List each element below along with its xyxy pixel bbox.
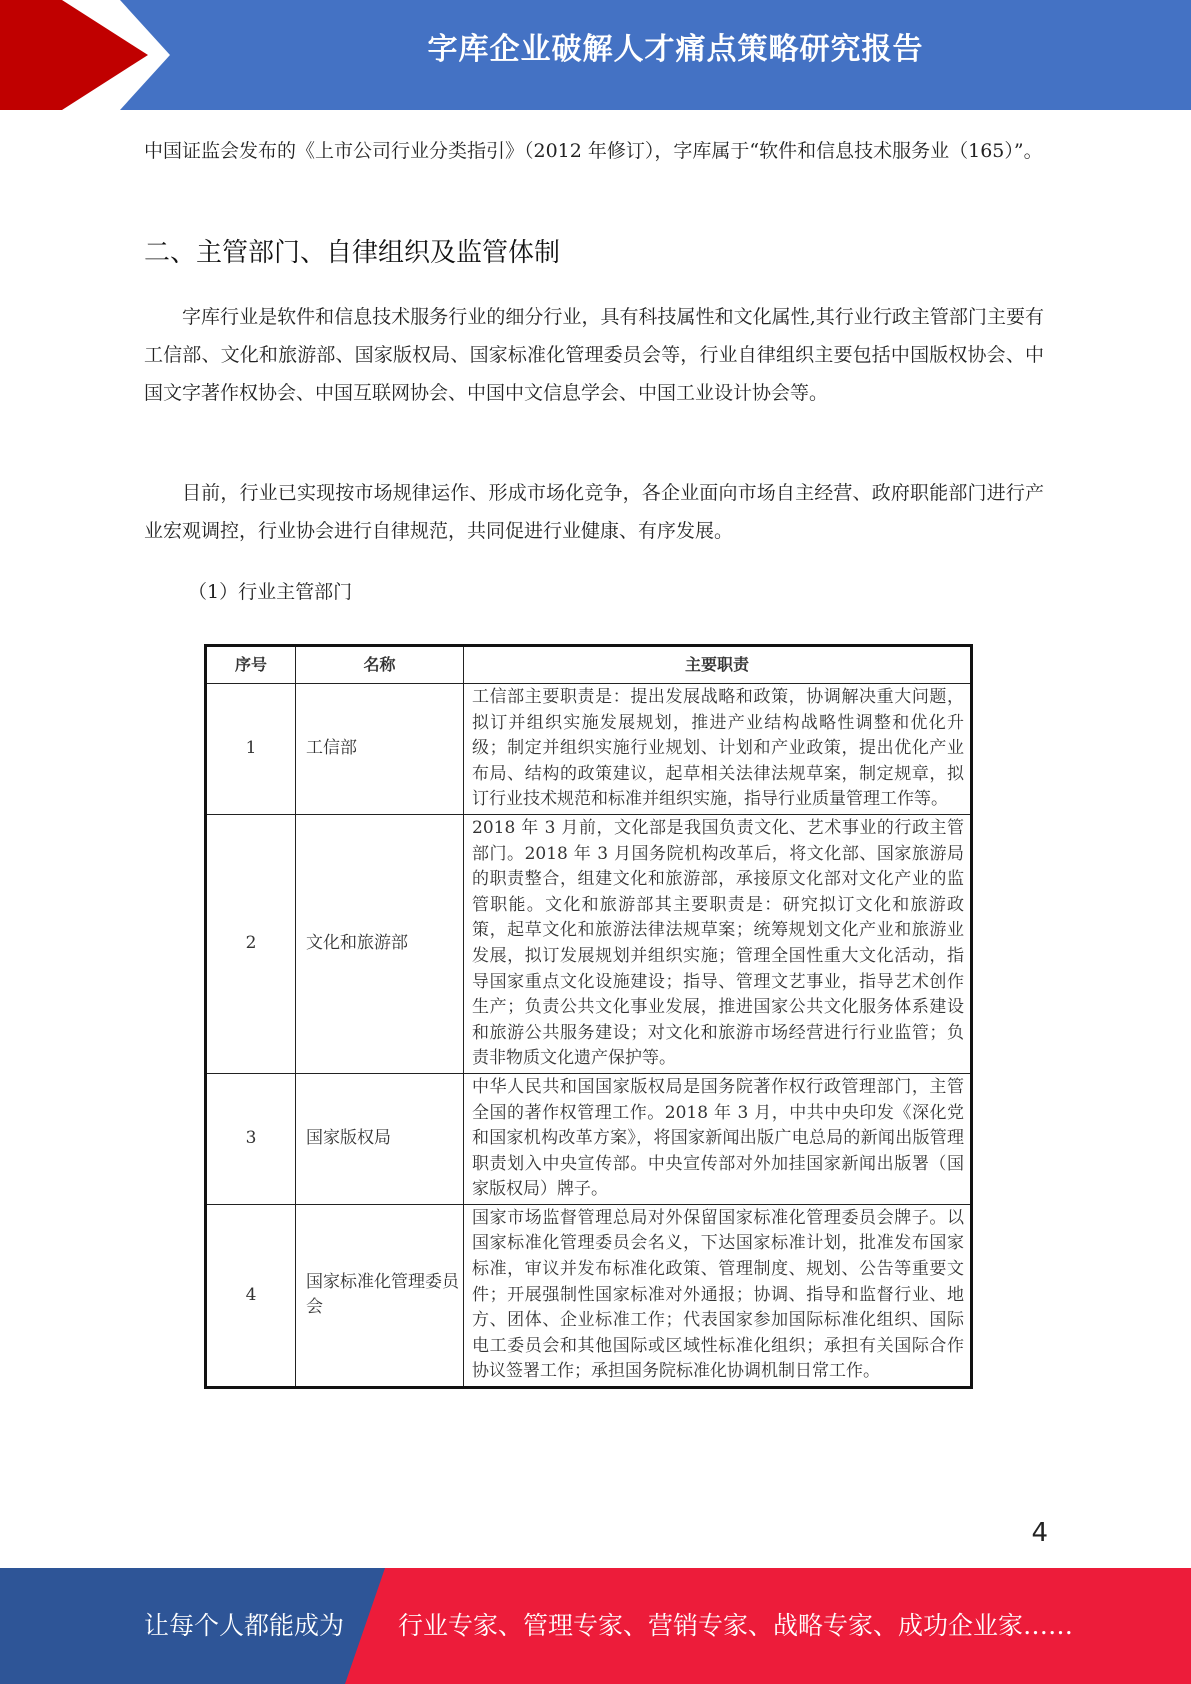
report-title: 字库企业破解人才痛点策略研究报告 bbox=[427, 32, 924, 67]
row-name: 文化和旅游部 bbox=[296, 814, 464, 1073]
row-index: 3 bbox=[206, 1073, 296, 1204]
table-row bbox=[206, 1204, 972, 1387]
page-header bbox=[0, 0, 1191, 110]
page-number: 4 bbox=[1031, 1518, 1048, 1548]
section-heading-block bbox=[144, 232, 1044, 269]
row-name: 国家版权局 bbox=[296, 1073, 464, 1204]
header-name: 名称 bbox=[296, 646, 464, 684]
paragraph: 字库行业是软件和信息技术服务行业的细分行业，具有科技属性和文化属性,其行业行政主管部门主要有工信部、文化和旅游部、国家版权局、国家标准化管理委员会等，行业自律组织主要包括中国版权协会、中国文字著作权协会、中国互联网协会、中国中文信息学会、中国工业设计协会等。 bbox=[144, 306, 1044, 404]
table-row bbox=[206, 1073, 972, 1204]
table bbox=[204, 644, 973, 1389]
subheading-block bbox=[188, 573, 1088, 611]
section-heading: 二、主管部门、自律组织及监管体制 bbox=[144, 238, 561, 268]
body-paragraph-1 bbox=[144, 298, 1044, 412]
intro-block bbox=[144, 132, 1044, 170]
header-index: 序号 bbox=[206, 646, 296, 684]
row-index: 4 bbox=[206, 1204, 296, 1387]
row-name: 国家标准化管理委员会 bbox=[296, 1204, 464, 1387]
row-duty: 中华人民共和国国家版权局是国务院著作权行政管理部门，主管全国的著作权管理工作。2018 年 3 月，中共中央印发《深化党和国家机构改革方案》，将国家新闻出版广电总局的新闻出版管理职责划入中央宣传部。中央宣传部对外加挂国家新闻出版署（国家版权局）牌子。 bbox=[464, 1073, 972, 1204]
row-duty: 2018 年 3 月前，文化部是我国负责文化、艺术事业的行政主管部门。2018 年 3 月国务院机构改革后，将文化部、国家旅游局的职责整合，组建文化和旅游部，承接原文化部对文化产业的监管职能。文化和旅游部其主要职责是：研究拟订文化和旅游政策，起草文化和旅游法律法规草案；统筹规划文化产业和旅游业发展，拟订发展规划并组织实施；管理全国性重大文化活动，指导国家重点文化设施建设；指导、管理文艺事业，指导艺术创作生产；负责公共文化事业发展，推进国家公共文化服务体系建设和旅游公共服务建设；对文化和旅游市场经营进行行业监管；负责非物质文化遗产保护等。 bbox=[464, 814, 972, 1073]
page-footer bbox=[0, 1568, 1191, 1684]
row-duty: 工信部主要职责是：提出发展战略和政策，协调解决重大问题，拟订并组织实施发展规划，推进产业结构战略性调整和优化升级；制定并组织实施行业规划、计划和产业政策，提出优化产业布局、结构的政策建议，起草相关法律法规草案，制定规章，拟订行业技术规范和标准并组织实施，指导行业质量管理工作等。 bbox=[464, 684, 972, 815]
paragraph: 目前，行业已实现按市场规律运作、形成市场化竞争，各企业面向市场自主经营、政府职能部门进行产业宏观调控，行业协会进行自律规范，共同促进行业健康、有序发展。 bbox=[144, 482, 1044, 542]
header-duty: 主要职责 bbox=[464, 646, 972, 684]
row-index: 2 bbox=[206, 814, 296, 1073]
table-header-row bbox=[206, 646, 972, 684]
subheading: （1）行业主管部门 bbox=[188, 581, 353, 603]
footer-slogan-left: 让每个人都能成为 bbox=[144, 1611, 345, 1640]
row-duty: 国家市场监督管理总局对外保留国家标准化管理委员会牌子。以国家标准化管理委员会名义，下达国家标准计划，批准发布国家标准，审议并发布标准化政策、管理制度、规划、公告等重要文件；开展强制性国家标准对外通报；协调、指导和监督行业、地方、团体、企业标准工作；代表国家参加国际标准化组织、国际电工委员会和其他国际或区域性标准化组织；承担有关国际合作协议签署工作；承担国务院标准化协调机制日常工作。 bbox=[464, 1204, 972, 1387]
row-name: 工信部 bbox=[296, 684, 464, 815]
intro-text: 中国证监会发布的《上市公司行业分类指引》（2012 年修订），字库属于“软件和信息技术服务业（165）”。 bbox=[144, 140, 1043, 162]
table-row bbox=[206, 684, 972, 815]
footer-slogan-right: 行业专家、管理专家、营销专家、战略专家、成功企业家…… bbox=[398, 1611, 1074, 1640]
departments-table bbox=[204, 644, 973, 1389]
body-paragraph-2 bbox=[144, 474, 1044, 550]
table-row bbox=[206, 814, 972, 1073]
row-index: 1 bbox=[206, 684, 296, 815]
